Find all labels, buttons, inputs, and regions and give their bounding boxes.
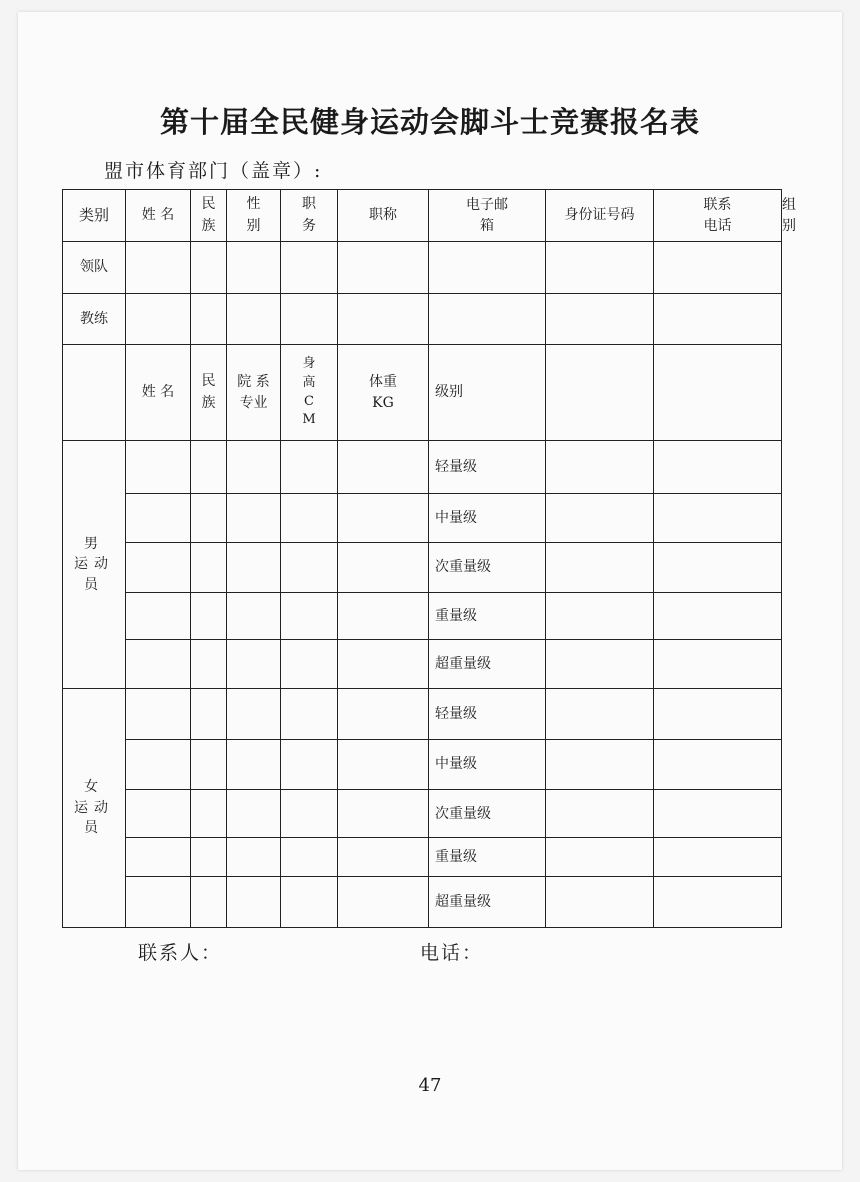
male-athletes-label: 男 运动员 [73, 536, 114, 593]
staff-cell[interactable] [191, 242, 227, 293]
weight-class: 重量级 [429, 593, 546, 640]
staff-cell[interactable] [281, 293, 338, 344]
staff-row-coach [63, 293, 782, 344]
page-title: 第十届全民健身运动会脚斗士竞赛报名表 [159, 105, 700, 139]
staff-cell[interactable] [191, 293, 227, 344]
athlete-header-ethnicity: 民族 [201, 372, 216, 411]
male-row [63, 441, 782, 493]
staff-cell[interactable] [429, 242, 546, 293]
weight-class: 重量级 [429, 838, 546, 876]
female-row [63, 838, 782, 876]
male-row [63, 493, 782, 542]
page-number: 47 [418, 1075, 442, 1096]
female-athletes-label: 女 运动员 [73, 779, 114, 836]
male-row [63, 542, 782, 592]
staff-cell[interactable] [654, 293, 782, 344]
staff-label: 领队 [63, 242, 126, 293]
female-row [63, 688, 782, 739]
male-row [63, 593, 782, 640]
athlete-header-row [63, 344, 782, 441]
department-label: 盟市体育部门（盖章）: [104, 160, 323, 182]
weight-class: 轻量级 [429, 441, 546, 493]
header-id-number: 身份证号码 [564, 207, 635, 224]
header-position: 职务 [302, 195, 316, 234]
weight-class: 中量级 [429, 493, 546, 542]
header-rank-title: 职称 [338, 190, 429, 242]
athlete-header-name: 姓 名 [126, 344, 191, 441]
header-ethnicity: 民族 [201, 195, 216, 234]
athlete-header-level: 级别 [429, 344, 546, 441]
athlete-header-blank [546, 344, 654, 441]
female-row [63, 790, 782, 838]
weight-class: 轻量级 [429, 688, 546, 739]
female-row [63, 739, 782, 789]
weight-class: 次重量级 [429, 542, 546, 592]
staff-cell[interactable] [546, 293, 654, 344]
staff-cell[interactable] [338, 242, 429, 293]
weight-class: 超重量级 [429, 876, 546, 927]
staff-row-leader [63, 242, 782, 293]
male-row [63, 640, 782, 688]
staff-cell[interactable] [126, 293, 191, 344]
weight-class: 次重量级 [429, 790, 546, 838]
staff-cell[interactable] [227, 242, 281, 293]
athlete-header-weight: 体重KG [368, 374, 397, 411]
weight-class: 中量级 [429, 739, 546, 789]
staff-cell[interactable] [126, 242, 191, 293]
header-email: 电子邮箱 [466, 197, 508, 234]
header-phone: 联系电话 [703, 197, 732, 234]
header-row [63, 190, 782, 242]
athlete-header-department: 院 系专业 [237, 374, 270, 411]
header-gender: 性别 [246, 195, 261, 234]
contact-person-label: 联系人： [138, 942, 223, 964]
staff-cell[interactable] [281, 242, 338, 293]
athlete-header-height: 身高CM [302, 355, 316, 428]
staff-cell[interactable] [429, 293, 546, 344]
athlete-header-blank [63, 344, 126, 441]
staff-cell[interactable] [338, 293, 429, 344]
staff-cell[interactable] [546, 242, 654, 293]
staff-label: 教练 [63, 293, 126, 344]
registration-form-table [62, 189, 782, 928]
header-name: 姓 名 [126, 190, 191, 242]
weight-class: 超重量级 [429, 640, 546, 688]
female-row [63, 876, 782, 927]
athlete-header-blank [654, 344, 782, 441]
staff-cell[interactable] [654, 242, 782, 293]
phone-label: 电话： [420, 942, 484, 964]
header-category: 类别 [63, 190, 126, 242]
staff-cell[interactable] [227, 293, 281, 344]
